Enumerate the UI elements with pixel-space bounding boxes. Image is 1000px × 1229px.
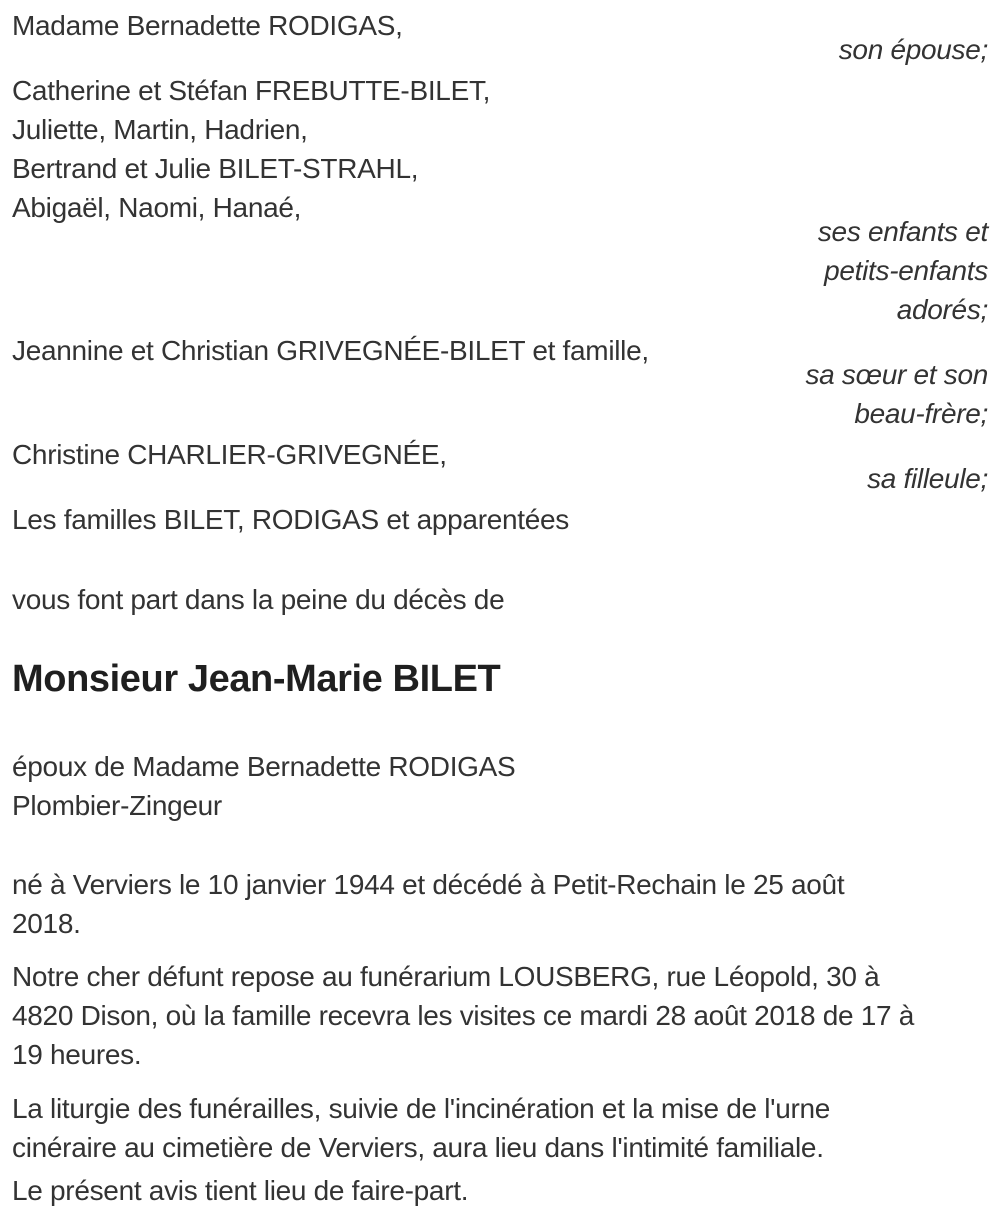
family-names [12, 500, 988, 539]
family-list [12, 6, 988, 539]
relation-line: beau-frère; [854, 398, 988, 429]
obituary-notice [12, 6, 988, 1210]
paragraph-line: cinéraire au cimetière de Verviers, aura lieu dans l'intimité familiale. [12, 1132, 824, 1163]
relation-line: sa filleule; [867, 463, 988, 494]
subtitle-line-spouse: époux de Madame Bernadette RODIGAS [12, 751, 516, 782]
family-name-line: Madame Bernadette RODIGAS, [12, 10, 403, 41]
family-group-sister [12, 331, 988, 433]
relation-line: son épouse; [838, 34, 988, 65]
family-name-line: Christine CHARLIER-GRIVEGNÉE, [12, 439, 447, 470]
family-name-line: Bertrand et Julie BILET-STRAHL, [12, 153, 419, 184]
paragraph-liturgy [12, 1089, 988, 1167]
family-name-line: Abigaël, Naomi, Hanaé, [12, 192, 302, 223]
relation-line: adorés; [896, 294, 988, 325]
relation-line: sa sœur et son [805, 359, 988, 390]
family-names [12, 71, 988, 227]
family-group-goddaughter [12, 435, 988, 498]
family-name-line: Les familles BILET, RODIGAS et apparentées [12, 504, 569, 535]
paragraph-line: La liturgie des funérailles, suivie de l'incinération et la mise de l'urne [12, 1093, 831, 1124]
relation-line: ses enfants et [817, 216, 988, 247]
relation-line: petits-enfants [824, 255, 988, 286]
relation-label [12, 212, 988, 329]
family-name-line: Jeannine et Christian GRIVEGNÉE-BILET et famille, [12, 335, 649, 366]
family-group-extended [12, 500, 988, 539]
paragraph-line: Notre cher défunt repose au funérarium LOUSBERG, rue Léopold, 30 à [12, 961, 880, 992]
page-title: Monsieur Jean-Marie BILET [12, 658, 501, 700]
paragraph-funeral-home [12, 957, 988, 1074]
subtitle-line-profession: Plombier-Zingeur [12, 790, 222, 821]
family-name-line: Juliette, Martin, Hadrien, [12, 114, 308, 145]
paragraph-closing [12, 1171, 988, 1210]
family-group-children [12, 71, 988, 329]
paragraph-line: né à Verviers le 10 janvier 1944 et décédé à Petit-Rechain le 25 août [12, 869, 845, 900]
family-group-spouse [12, 6, 988, 69]
paragraph-line: Le présent avis tient lieu de faire-part. [12, 1175, 469, 1206]
paragraph-line: 4820 Dison, où la famille recevra les visites ce mardi 28 août 2018 de 17 à [12, 1000, 915, 1031]
deceased-subtitle [12, 747, 988, 825]
paragraph-line: 2018. [12, 908, 81, 939]
family-name-line: Catherine et Stéfan FREBUTTE-BILET, [12, 75, 491, 106]
paragraph-birth-death [12, 865, 988, 943]
announcement-text: vous font part dans la peine du décès de [12, 584, 505, 615]
paragraph-line: 19 heures. [12, 1039, 142, 1070]
